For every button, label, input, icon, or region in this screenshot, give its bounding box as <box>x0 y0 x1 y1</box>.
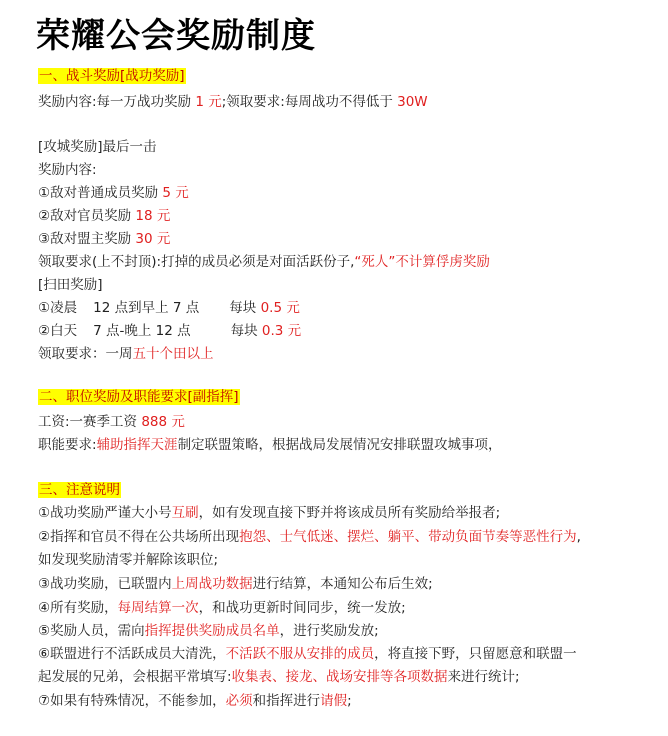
note-6b-text: 起发展的兄弟，会根据平常填写: <box>38 669 232 685</box>
note-1 <box>38 503 500 523</box>
siege-item-1 <box>38 183 189 203</box>
note-2-rest: , <box>576 529 581 545</box>
note-6-highlight: 不活跃不服从安排的成员 <box>225 646 375 662</box>
section3-heading-text: 三、注意说明 <box>39 482 120 498</box>
siege-requirement-note: “死人”不计算俘虏奖励 <box>354 254 490 270</box>
note-3 <box>38 574 433 594</box>
battle-reward-line <box>38 92 428 112</box>
note-2-continued: 如发现奖励清零并解除该职位; <box>38 552 219 568</box>
sweep-item-1-label: ①凌晨 <box>38 300 78 316</box>
note-5-text: ⑤奖励人员，需向 <box>38 623 145 639</box>
section3-heading <box>38 480 121 500</box>
note-6-rest: ，将直接下野，只留愿意和联盟一 <box>374 646 577 662</box>
sweep-item-2-amount: 0.3 元 <box>261 323 302 339</box>
sweep-item-2-label: ②白天 <box>38 323 78 339</box>
note-7-must: 必须 <box>225 693 253 709</box>
siege-item-1-amount: 5 元 <box>162 185 189 201</box>
duty-label: 职能要求: <box>38 437 97 453</box>
sweep-item-1 <box>38 298 300 318</box>
siege-item-2-label: ②敌对官员奖励 <box>38 208 136 224</box>
note-6b-rest: 来进行统计; <box>447 669 520 685</box>
page-title: 荣耀公会奖励制度 <box>36 16 316 56</box>
sweep-header: [扫田奖励] <box>38 277 103 293</box>
siege-content-label: 奖励内容: <box>38 162 97 178</box>
note-7-middle: 和指挥进行 <box>252 693 321 709</box>
note-3-highlight: 上周战功数据 <box>171 576 253 592</box>
sweep-item-2-unit: 每块 <box>230 323 262 339</box>
note-6 <box>38 644 577 664</box>
sweep-item-2 <box>38 321 301 341</box>
note-7-text: ⑦如果有特殊情况，不能参加， <box>38 693 226 709</box>
siege-item-2-amount: 18 元 <box>135 208 171 224</box>
sweep-item-1-unit: 每块 <box>229 300 261 316</box>
note-4-text: ④所有奖励， <box>38 600 118 616</box>
siege-item-2 <box>38 206 170 226</box>
duty-line <box>38 435 502 455</box>
note-1-highlight: 互刷 <box>171 505 199 521</box>
note-2-highlight: 抱怨、士气低迷、摆烂、躺平、带动负面节奏等恶性行为 <box>239 529 577 545</box>
note-7-leave: 请假 <box>320 693 348 709</box>
siege-requirement-text: 领取要求(上不封顶):打掉的成员必须是对面活跃份子, <box>38 254 355 270</box>
battle-reward-amount: 1 元 <box>195 94 222 110</box>
sweep-item-1-time: 12 点到早上 7 点 <box>93 300 200 316</box>
salary-amount: 888 元 <box>141 414 185 430</box>
section2-heading <box>38 387 240 407</box>
sweep-requirement <box>38 344 214 364</box>
siege-item-3-label: ③敌对盟主奖励 <box>38 231 136 247</box>
salary-text: 工资:一赛季工资 <box>38 414 142 430</box>
note-2-text: ②指挥和官员不得在公共场所出现 <box>38 529 240 545</box>
note-4-highlight: 每周结算一次 <box>117 600 199 616</box>
note-7-end: ; <box>347 693 352 709</box>
siege-header: [攻城奖励]最后一击 <box>38 139 157 155</box>
sweep-requirement-text: 领取要求：一周 <box>38 346 133 362</box>
sweep-item-2-time: 7 点-晚上 12 点 <box>93 323 191 339</box>
note-1-rest: ，如有发现直接下野并将该成员所有奖励给举报者; <box>198 505 501 521</box>
siege-item-1-label: ①敌对普通成员奖励 <box>38 185 163 201</box>
note-3-rest: 进行结算，本通知公布后生效; <box>252 576 433 592</box>
note-1-text: ①战功奖励严谨大小号 <box>38 505 172 521</box>
siege-item-3 <box>38 229 170 249</box>
note-4 <box>38 598 406 618</box>
salary-line <box>38 412 185 432</box>
duty-role: 辅助指挥天涯 <box>96 437 178 453</box>
note-4-rest: ，和战功更新时间同步，统一发放; <box>198 600 406 616</box>
note-5 <box>38 621 379 641</box>
note-3-text: ③战功奖励，已联盟内 <box>38 576 172 592</box>
note-6-continued <box>38 667 520 687</box>
note-6-text: ⑥联盟进行不活跃成员大清洗， <box>38 646 226 662</box>
sweep-item-1-amount: 0.5 元 <box>260 300 300 316</box>
battle-reward-text: 奖励内容:每一万战功奖励 <box>38 94 196 110</box>
note-5-highlight: 指挥提供奖励成员名单 <box>144 623 280 639</box>
duty-text: 制定联盟策略，根据战局发展情况安排联盟攻城事项， <box>177 437 502 453</box>
siege-item-3-amount: 30 元 <box>135 231 171 247</box>
section1-heading-text: 一、战斗奖励[战功奖励] <box>39 68 185 84</box>
sweep-requirement-value: 五十个田以上 <box>132 346 214 362</box>
note-6b-highlight: 收集表、接龙、战场安排等各项数据 <box>231 669 448 685</box>
section1-heading <box>38 66 186 86</box>
section2-heading-text: 二、职位奖励及职能要求[副指挥] <box>39 389 239 405</box>
note-7 <box>38 691 352 711</box>
siege-requirement <box>38 252 490 272</box>
battle-requirement-text: ;领取要求:每周战功不得低于 <box>221 94 398 110</box>
note-2 <box>38 527 581 547</box>
battle-requirement-value: 30W <box>397 94 428 110</box>
note-5-rest: ，进行奖励发放; <box>279 623 379 639</box>
